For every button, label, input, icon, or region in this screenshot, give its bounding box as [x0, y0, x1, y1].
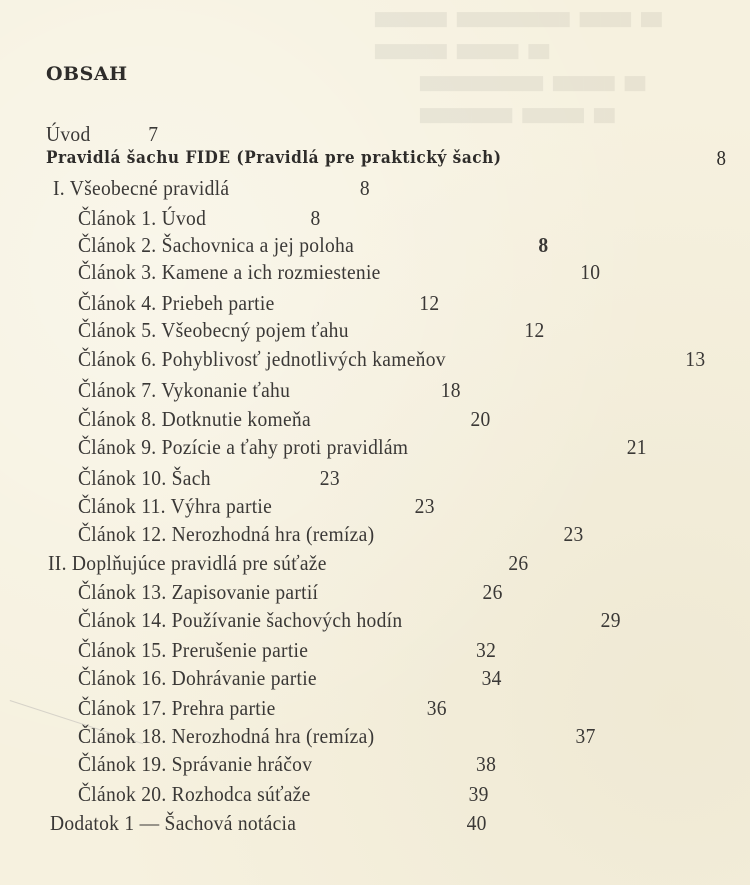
toc-entry — [78, 666, 502, 690]
toc-entry-page: 37 — [575, 724, 596, 748]
toc-entry — [78, 260, 601, 284]
toc-entry-title: Článok 1. Úvod — [78, 206, 207, 230]
show-through-text: ▆▆▆▆▆▆▆▆▆ ▆▆▆▆▆▆ ▆▆ — [420, 104, 615, 124]
toc-entry-section — [53, 176, 370, 200]
toc-entry — [78, 466, 340, 490]
toc-entry-page: 32 — [476, 638, 497, 662]
toc-entry-title: I. Všeobecné pravidlá — [53, 176, 230, 200]
toc-entry-title: Pravidlá šachu FIDE (Pravidlá pre praktický šach) — [46, 148, 502, 168]
toc-entry-page: 7 — [148, 122, 159, 146]
toc-entry-title: Článok 11. Výhra partie — [78, 494, 273, 518]
toc-entry-title: Článok 2. Šachovnica a jej poloha — [78, 233, 355, 257]
toc-entry — [78, 206, 321, 230]
toc-entry-page: 20 — [470, 407, 491, 431]
toc-entry-title: Úvod — [46, 122, 91, 146]
toc-entry-title: Článok 19. Správanie hráčov — [78, 752, 313, 776]
toc-entry-title: Článok 16. Dohrávanie partie — [78, 666, 317, 690]
toc-entry — [78, 233, 549, 257]
toc-entry-page: 23 — [563, 522, 584, 546]
toc-entry-page: 8 — [538, 233, 549, 257]
toc-entry-page: 18 — [440, 378, 461, 402]
toc-entry — [78, 724, 596, 748]
toc-entry-title: Článok 7. Vykonanie ťahu — [78, 378, 291, 402]
toc-entry-page: 38 — [476, 752, 497, 776]
toc-entry-title: Článok 14. Používanie šachových hodín — [78, 608, 403, 632]
toc-entry-page: 29 — [600, 608, 621, 632]
toc-entry-page: 12 — [419, 291, 440, 315]
toc-entry-title: Článok 12. Nerozhodná hra (remíza) — [78, 522, 375, 546]
toc-entry-title: II. Doplňujúce pravidlá pre súťaže — [48, 551, 327, 575]
toc-entry-page: 23 — [414, 494, 435, 518]
show-through-text: ▆▆▆▆▆▆▆ ▆▆▆▆▆▆ ▆▆ — [375, 40, 549, 60]
toc-entry-page: 8 — [359, 176, 370, 200]
toc-entry-page: 26 — [482, 580, 503, 604]
toc-entry-appendix — [50, 811, 487, 835]
show-through-text: ▆▆▆▆▆▆▆▆▆▆▆▆ ▆▆▆▆▆▆ ▆▆ — [420, 72, 646, 92]
toc-entry-page: 8 — [310, 206, 321, 230]
toc-entry — [78, 347, 706, 371]
toc-entry-page: 39 — [468, 782, 489, 806]
toc-entry-title: Článok 18. Nerozhodná hra (remíza) — [78, 724, 375, 748]
toc-entry-title: Článok 3. Kamene a ich rozmiestenie — [78, 260, 381, 284]
toc-entry — [78, 580, 503, 604]
toc-entry-section — [48, 551, 529, 575]
toc-entry-title: Článok 20. Rozhodca súťaže — [78, 782, 311, 806]
toc-entry-page: 13 — [685, 347, 706, 371]
page-title: OBSAH — [46, 63, 128, 85]
toc-entry-title: Článok 8. Dotknutie komeňa — [78, 407, 311, 431]
toc-entry — [78, 608, 621, 632]
toc-entry-page: 36 — [426, 696, 447, 720]
toc-entry — [78, 696, 447, 720]
toc-entry-page: 40 — [466, 811, 487, 835]
toc-entry — [78, 291, 440, 315]
toc-entry-title: Článok 4. Priebeh partie — [78, 291, 275, 315]
toc-entry-part — [46, 146, 727, 170]
toc-entry-page: 34 — [481, 666, 502, 690]
toc-entry — [78, 638, 497, 662]
toc-entry — [78, 522, 584, 546]
toc-entry — [78, 494, 435, 518]
toc-entry — [78, 318, 545, 342]
toc-entry-title: Dodatok 1 — Šachová notácia — [50, 811, 297, 835]
toc-entry-title: Článok 17. Prehra partie — [78, 696, 276, 720]
toc-entry-title: Článok 5. Všeobecný pojem ťahu — [78, 318, 349, 342]
toc-entry-title: Článok 15. Prerušenie partie — [78, 638, 309, 662]
toc-entry-page: 21 — [626, 435, 647, 459]
show-through-text: ▆▆▆▆▆▆▆ ▆▆▆▆▆▆▆▆▆▆▆ ▆▆▆▆▆ ▆▆ — [375, 8, 662, 28]
toc-entry-page: 26 — [508, 551, 529, 575]
toc-entry — [78, 752, 497, 776]
toc-entry-page: 8 — [716, 146, 727, 170]
toc-entry-page: 23 — [319, 466, 340, 490]
toc-entry-title: Článok 13. Zapisovanie partií — [78, 580, 319, 604]
toc-entry-title: Článok 6. Pohyblivosť jednotlivých kameňov — [78, 347, 446, 371]
toc-entry-title: Článok 9. Pozície a ťahy proti pravidlám — [78, 435, 409, 459]
toc-entry — [78, 378, 461, 402]
toc-entry — [78, 435, 647, 459]
toc-entry — [78, 782, 489, 806]
toc-entry-page: 12 — [524, 318, 545, 342]
toc-entry-page: 10 — [580, 260, 601, 284]
toc-entry — [46, 122, 159, 146]
toc-entry — [78, 407, 491, 431]
toc-entry-title: Článok 10. Šach — [78, 466, 211, 490]
